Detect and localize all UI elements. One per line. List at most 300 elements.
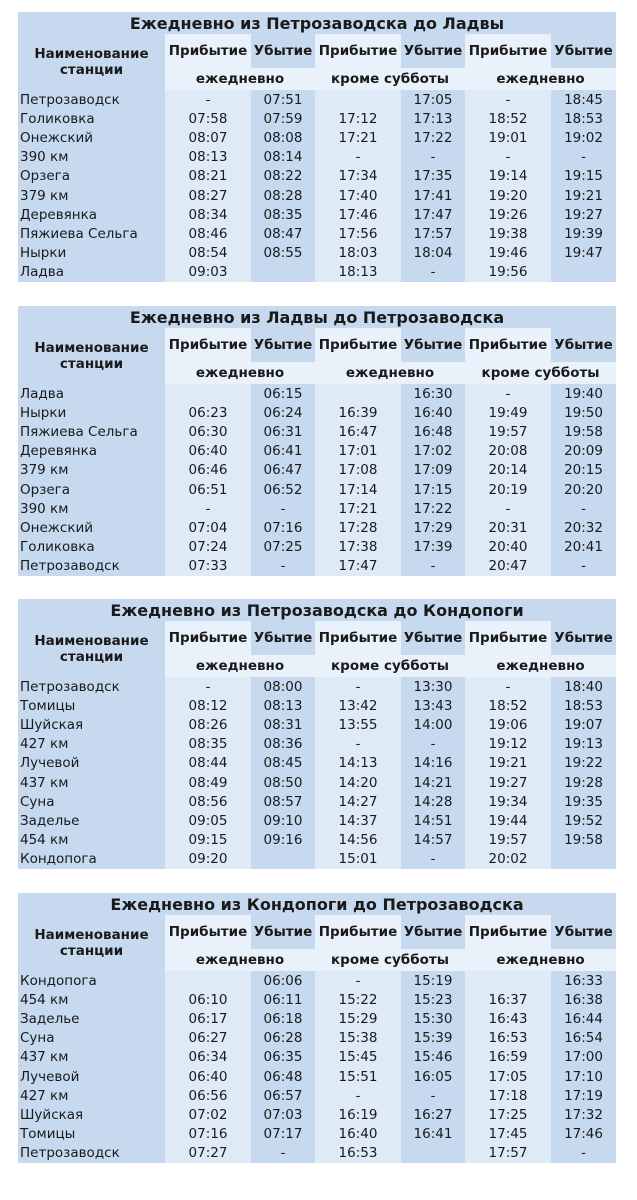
departure-time: 17:22	[401, 128, 465, 147]
station-name: Заделье	[18, 1009, 165, 1028]
departure-time: 19:27	[551, 205, 616, 224]
departure-time: 08:00	[251, 677, 315, 696]
departure-time: 17:39	[401, 538, 465, 557]
arrival-time: 13:55	[315, 715, 401, 734]
arrival-time: 09:15	[165, 831, 251, 850]
arrival-time: 19:21	[465, 754, 551, 773]
arrival-time: 16:19	[315, 1105, 401, 1124]
arrival-time: 16:53	[315, 1144, 401, 1163]
arrival-time: -	[315, 677, 401, 696]
table-row	[18, 244, 616, 263]
departure-time: 07:16	[251, 518, 315, 537]
departure-header: Убытие	[551, 915, 616, 949]
arrival-time: 17:45	[465, 1125, 551, 1144]
arrival-time: -	[165, 677, 251, 696]
table-title: Ежедневно из Кондопоги до Петрозаводска	[18, 893, 616, 915]
table-row	[18, 109, 616, 128]
arrival-time: 20:47	[465, 557, 551, 576]
table-row	[18, 148, 616, 167]
table-row	[18, 403, 616, 422]
table-row	[18, 1144, 616, 1163]
arrival-header: Прибытие	[315, 621, 401, 655]
arrival-time: 06:17	[165, 1009, 251, 1028]
station-name: Томицы	[18, 696, 165, 715]
departure-time: 19:22	[551, 754, 616, 773]
arrival-time: 15:51	[315, 1067, 401, 1086]
table-title: Ежедневно из Ладвы до Петрозаводска	[18, 306, 616, 328]
station-name: 437 км	[18, 773, 165, 792]
station-name: 454 км	[18, 990, 165, 1009]
arrival-time: 08:26	[165, 715, 251, 734]
arrival-time: 17:01	[315, 442, 401, 461]
arrival-time: 07:58	[165, 109, 251, 128]
departure-time: 17:32	[551, 1105, 616, 1124]
table-title-row	[18, 599, 616, 621]
departure-time: 08:35	[251, 205, 315, 224]
station-name: Орзега	[18, 480, 165, 499]
arrival-time: 20:14	[465, 461, 551, 480]
departure-time: 08:45	[251, 754, 315, 773]
arrival-time: 20:08	[465, 442, 551, 461]
departure-time: 19:28	[551, 773, 616, 792]
schedule-days-label: ежедневно	[465, 655, 616, 677]
departure-time: 13:30	[401, 677, 465, 696]
departure-time: 20:20	[551, 480, 616, 499]
table-row	[18, 205, 616, 224]
departure-time: 06:11	[251, 990, 315, 1009]
departure-time: -	[401, 735, 465, 754]
arrival-time: 19:27	[465, 773, 551, 792]
arrival-time: 20:19	[465, 480, 551, 499]
station-name: Заделье	[18, 811, 165, 830]
table-row	[18, 480, 616, 499]
departure-time: 07:17	[251, 1125, 315, 1144]
arrival-time: 19:12	[465, 735, 551, 754]
station-name: 454 км	[18, 831, 165, 850]
arrival-time: -	[465, 677, 551, 696]
schedule-days-label: ежедневно	[465, 949, 616, 971]
table-row	[18, 538, 616, 557]
arrival-time: 14:37	[315, 811, 401, 830]
arrival-time: 09:03	[165, 263, 251, 282]
station-name: 390 км	[18, 148, 165, 167]
table-row	[18, 1086, 616, 1105]
arrival-time: 06:23	[165, 403, 251, 422]
arrival-time: 14:27	[315, 792, 401, 811]
departure-time: 16:40	[401, 403, 465, 422]
departure-time: 14:57	[401, 831, 465, 850]
departure-time: -	[251, 1144, 315, 1163]
station-name: Деревянка	[18, 442, 165, 461]
arrival-time: 07:27	[165, 1144, 251, 1163]
departure-time: 17:10	[551, 1067, 616, 1086]
departure-time: 08:47	[251, 224, 315, 243]
departure-time: 18:53	[551, 696, 616, 715]
arrival-time: 18:03	[315, 244, 401, 263]
departure-time: 06:57	[251, 1086, 315, 1105]
departure-time: 19:35	[551, 792, 616, 811]
departure-time	[251, 850, 315, 869]
arrival-time: 17:46	[315, 205, 401, 224]
departure-time: 19:07	[551, 715, 616, 734]
column-header-row	[18, 621, 616, 655]
departure-header: Убытие	[251, 621, 315, 655]
departure-time: -	[401, 1086, 465, 1105]
departure-time: 17:47	[401, 205, 465, 224]
departure-time: 06:24	[251, 403, 315, 422]
arrival-header: Прибытие	[315, 34, 401, 68]
arrival-time: 14:20	[315, 773, 401, 792]
arrival-time: 08:49	[165, 773, 251, 792]
station-name: Петрозаводск	[18, 677, 165, 696]
station-name: Шуйская	[18, 1105, 165, 1124]
arrival-time: -	[165, 90, 251, 109]
station-name: Онежский	[18, 128, 165, 147]
departure-time: 17:05	[401, 90, 465, 109]
arrival-time	[165, 384, 251, 403]
table-row	[18, 224, 616, 243]
table-row	[18, 677, 616, 696]
arrival-time: 06:30	[165, 422, 251, 441]
arrival-time	[465, 971, 551, 990]
departure-time: 19:52	[551, 811, 616, 830]
arrival-time: 19:44	[465, 811, 551, 830]
arrival-time: -	[465, 90, 551, 109]
arrival-time: 15:01	[315, 850, 401, 869]
table-row	[18, 1105, 616, 1124]
departure-time: 15:30	[401, 1009, 465, 1028]
departure-time: -	[551, 1144, 616, 1163]
departure-time: 06:41	[251, 442, 315, 461]
arrival-time	[315, 384, 401, 403]
arrival-time: 19:14	[465, 167, 551, 186]
table-row	[18, 754, 616, 773]
departure-time: 08:14	[251, 148, 315, 167]
departure-time: 16:38	[551, 990, 616, 1009]
arrival-time: 14:56	[315, 831, 401, 850]
station-name: 379 км	[18, 186, 165, 205]
arrival-time: -	[315, 735, 401, 754]
schedule-days-label: кроме субботы	[315, 949, 465, 971]
arrival-time: 08:12	[165, 696, 251, 715]
departure-time: 14:00	[401, 715, 465, 734]
departure-time: 19:58	[551, 831, 616, 850]
station-name: 437 км	[18, 1048, 165, 1067]
arrival-time: 13:42	[315, 696, 401, 715]
arrival-time: 17:47	[315, 557, 401, 576]
departure-time: 08:08	[251, 128, 315, 147]
arrival-time: 08:54	[165, 244, 251, 263]
arrival-time: 19:20	[465, 186, 551, 205]
departure-time: 16:48	[401, 422, 465, 441]
arrival-time	[315, 90, 401, 109]
departure-time: 17:00	[551, 1048, 616, 1067]
table-row	[18, 518, 616, 537]
departure-time: 06:18	[251, 1009, 315, 1028]
departure-time: 08:55	[251, 244, 315, 263]
departure-time: 06:31	[251, 422, 315, 441]
departure-header: Убытие	[551, 328, 616, 362]
departure-time: 17:35	[401, 167, 465, 186]
station-name: 427 км	[18, 1086, 165, 1105]
table-row	[18, 90, 616, 109]
departure-header: Убытие	[551, 34, 616, 68]
arrival-time: 17:18	[465, 1086, 551, 1105]
table-row	[18, 831, 616, 850]
departure-time: 08:57	[251, 792, 315, 811]
departure-time: 06:28	[251, 1029, 315, 1048]
arrival-time: -	[165, 499, 251, 518]
table-row	[18, 167, 616, 186]
arrival-header: Прибытие	[315, 915, 401, 949]
table-row	[18, 1029, 616, 1048]
departure-time	[251, 263, 315, 282]
departure-time	[551, 850, 616, 869]
arrival-time: 17:56	[315, 224, 401, 243]
table-row	[18, 263, 616, 282]
arrival-time: 17:38	[315, 538, 401, 557]
departure-header: Убытие	[401, 34, 465, 68]
departure-time: 06:47	[251, 461, 315, 480]
table-row	[18, 850, 616, 869]
departure-time: 14:28	[401, 792, 465, 811]
arrival-time: -	[315, 1086, 401, 1105]
departure-time: 17:13	[401, 109, 465, 128]
schedule-table	[18, 306, 616, 576]
arrival-time: 07:16	[165, 1125, 251, 1144]
table-row	[18, 1009, 616, 1028]
station-name: Суна	[18, 1029, 165, 1048]
arrival-time: 17:21	[315, 128, 401, 147]
departure-time: 19:47	[551, 244, 616, 263]
column-header-row	[18, 34, 616, 68]
arrival-time: 07:33	[165, 557, 251, 576]
departure-time: 14:16	[401, 754, 465, 773]
arrival-time: 20:31	[465, 518, 551, 537]
arrival-time: 15:45	[315, 1048, 401, 1067]
station-name: Голиковка	[18, 109, 165, 128]
station-name: Петрозаводск	[18, 557, 165, 576]
departure-time: 20:09	[551, 442, 616, 461]
station-name: Кондопога	[18, 850, 165, 869]
arrival-time: 16:43	[465, 1009, 551, 1028]
arrival-time: 08:27	[165, 186, 251, 205]
station-name: Лучевой	[18, 754, 165, 773]
schedule-days-label: ежедневно	[465, 68, 616, 90]
departure-time: 16:05	[401, 1067, 465, 1086]
table-title-row	[18, 12, 616, 34]
station-column-header: Наименование станции	[18, 328, 165, 384]
departure-time: 19:15	[551, 167, 616, 186]
station-name: Пяжиева Сельга	[18, 422, 165, 441]
departure-time: 19:58	[551, 422, 616, 441]
departure-time: 07:03	[251, 1105, 315, 1124]
departure-time: 16:44	[551, 1009, 616, 1028]
departure-time: 09:16	[251, 831, 315, 850]
arrival-time: 07:04	[165, 518, 251, 537]
arrival-time: 08:56	[165, 792, 251, 811]
departure-header: Убытие	[401, 915, 465, 949]
table-row	[18, 422, 616, 441]
arrival-time: 16:47	[315, 422, 401, 441]
arrival-time: 06:27	[165, 1029, 251, 1048]
departure-time: -	[401, 850, 465, 869]
departure-time: 18:04	[401, 244, 465, 263]
departure-time: -	[401, 148, 465, 167]
departure-header: Убытие	[251, 328, 315, 362]
station-name: Ладва	[18, 384, 165, 403]
departure-time: 19:40	[551, 384, 616, 403]
arrival-time: 19:57	[465, 422, 551, 441]
arrival-header: Прибытие	[165, 328, 251, 362]
departure-time: 06:15	[251, 384, 315, 403]
arrival-time: 08:13	[165, 148, 251, 167]
arrival-header: Прибытие	[465, 34, 551, 68]
arrival-time: 16:37	[465, 990, 551, 1009]
table-row	[18, 557, 616, 576]
station-name: 390 км	[18, 499, 165, 518]
arrival-time: 09:20	[165, 850, 251, 869]
table-row	[18, 1067, 616, 1086]
arrival-header: Прибытие	[465, 915, 551, 949]
arrival-time: 19:26	[465, 205, 551, 224]
arrival-time: 08:46	[165, 224, 251, 243]
departure-time: 08:28	[251, 186, 315, 205]
arrival-time	[165, 971, 251, 990]
arrival-time: 17:08	[315, 461, 401, 480]
arrival-header: Прибытие	[315, 328, 401, 362]
departure-header: Убытие	[401, 621, 465, 655]
station-name: 427 км	[18, 735, 165, 754]
departure-time: 17:41	[401, 186, 465, 205]
departure-time: 17:46	[551, 1125, 616, 1144]
station-name: Кондопога	[18, 971, 165, 990]
departure-time: 08:13	[251, 696, 315, 715]
departure-time: 08:50	[251, 773, 315, 792]
table-title-row	[18, 893, 616, 915]
arrival-header: Прибытие	[165, 915, 251, 949]
arrival-time: 20:02	[465, 850, 551, 869]
arrival-time: 20:40	[465, 538, 551, 557]
departure-time: 16:33	[551, 971, 616, 990]
schedule-table	[18, 893, 616, 1163]
arrival-time: 19:34	[465, 792, 551, 811]
table-row	[18, 1048, 616, 1067]
arrival-time: 06:10	[165, 990, 251, 1009]
departure-time: 17:09	[401, 461, 465, 480]
departure-header: Убытие	[251, 34, 315, 68]
arrival-time: 07:24	[165, 538, 251, 557]
departure-time: 19:21	[551, 186, 616, 205]
station-name: Ладва	[18, 263, 165, 282]
departure-time: 06:52	[251, 480, 315, 499]
departure-time: 15:39	[401, 1029, 465, 1048]
station-name: Шуйская	[18, 715, 165, 734]
departure-time	[401, 1144, 465, 1163]
departure-header: Убытие	[401, 328, 465, 362]
arrival-time: 16:40	[315, 1125, 401, 1144]
table-row	[18, 1125, 616, 1144]
station-name: Нырки	[18, 244, 165, 263]
station-column-header: Наименование станции	[18, 915, 165, 971]
departure-time: 18:45	[551, 90, 616, 109]
station-name: Суна	[18, 792, 165, 811]
departure-time: -	[401, 557, 465, 576]
departure-time: 20:41	[551, 538, 616, 557]
arrival-time: 09:05	[165, 811, 251, 830]
arrival-time: 08:35	[165, 735, 251, 754]
station-column-header: Наименование станции	[18, 34, 165, 90]
table-row	[18, 715, 616, 734]
arrival-time: 08:44	[165, 754, 251, 773]
arrival-time: 15:29	[315, 1009, 401, 1028]
schedule-days-label: кроме субботы	[465, 362, 616, 384]
table-row	[18, 128, 616, 147]
arrival-time: 17:34	[315, 167, 401, 186]
schedule-days-label: ежедневно	[165, 362, 315, 384]
station-name: Нырки	[18, 403, 165, 422]
arrival-time: 19:56	[465, 263, 551, 282]
departure-time: 18:40	[551, 677, 616, 696]
departure-time: 14:51	[401, 811, 465, 830]
table-row	[18, 990, 616, 1009]
table-row	[18, 442, 616, 461]
departure-time: -	[251, 499, 315, 518]
departure-time: 08:22	[251, 167, 315, 186]
arrival-header: Прибытие	[465, 328, 551, 362]
station-name: 379 км	[18, 461, 165, 480]
departure-time: -	[251, 557, 315, 576]
station-name: Онежский	[18, 518, 165, 537]
arrival-header: Прибытие	[465, 621, 551, 655]
station-column-header: Наименование станции	[18, 621, 165, 677]
arrival-time: 19:01	[465, 128, 551, 147]
departure-time: 15:19	[401, 971, 465, 990]
arrival-time: 15:38	[315, 1029, 401, 1048]
schedule-days-label: ежедневно	[165, 68, 315, 90]
arrival-time: 06:40	[165, 1067, 251, 1086]
departure-time: 17:22	[401, 499, 465, 518]
table-row	[18, 384, 616, 403]
departure-time: 16:27	[401, 1105, 465, 1124]
arrival-time: 07:02	[165, 1105, 251, 1124]
arrival-time: 16:53	[465, 1029, 551, 1048]
arrival-time: 08:21	[165, 167, 251, 186]
arrival-header: Прибытие	[165, 621, 251, 655]
arrival-time: 17:28	[315, 518, 401, 537]
station-name: Деревянка	[18, 205, 165, 224]
departure-time: -	[551, 499, 616, 518]
arrival-time: 17:57	[465, 1144, 551, 1163]
arrival-time: 19:46	[465, 244, 551, 263]
table-row	[18, 773, 616, 792]
departure-header: Убытие	[551, 621, 616, 655]
departure-time: 06:06	[251, 971, 315, 990]
station-name: Петрозаводск	[18, 1144, 165, 1163]
schedule-days-label: ежедневно	[315, 362, 465, 384]
table-title: Ежедневно из Петрозаводска до Кондопоги	[18, 599, 616, 621]
departure-time: -	[551, 557, 616, 576]
arrival-time: 15:22	[315, 990, 401, 1009]
arrival-time: -	[465, 384, 551, 403]
table-row	[18, 499, 616, 518]
arrival-time: 06:56	[165, 1086, 251, 1105]
arrival-time: 16:39	[315, 403, 401, 422]
departure-time: 15:46	[401, 1048, 465, 1067]
departure-time: 18:53	[551, 109, 616, 128]
arrival-header: Прибытие	[165, 34, 251, 68]
schedule-days-label: кроме субботы	[315, 655, 465, 677]
